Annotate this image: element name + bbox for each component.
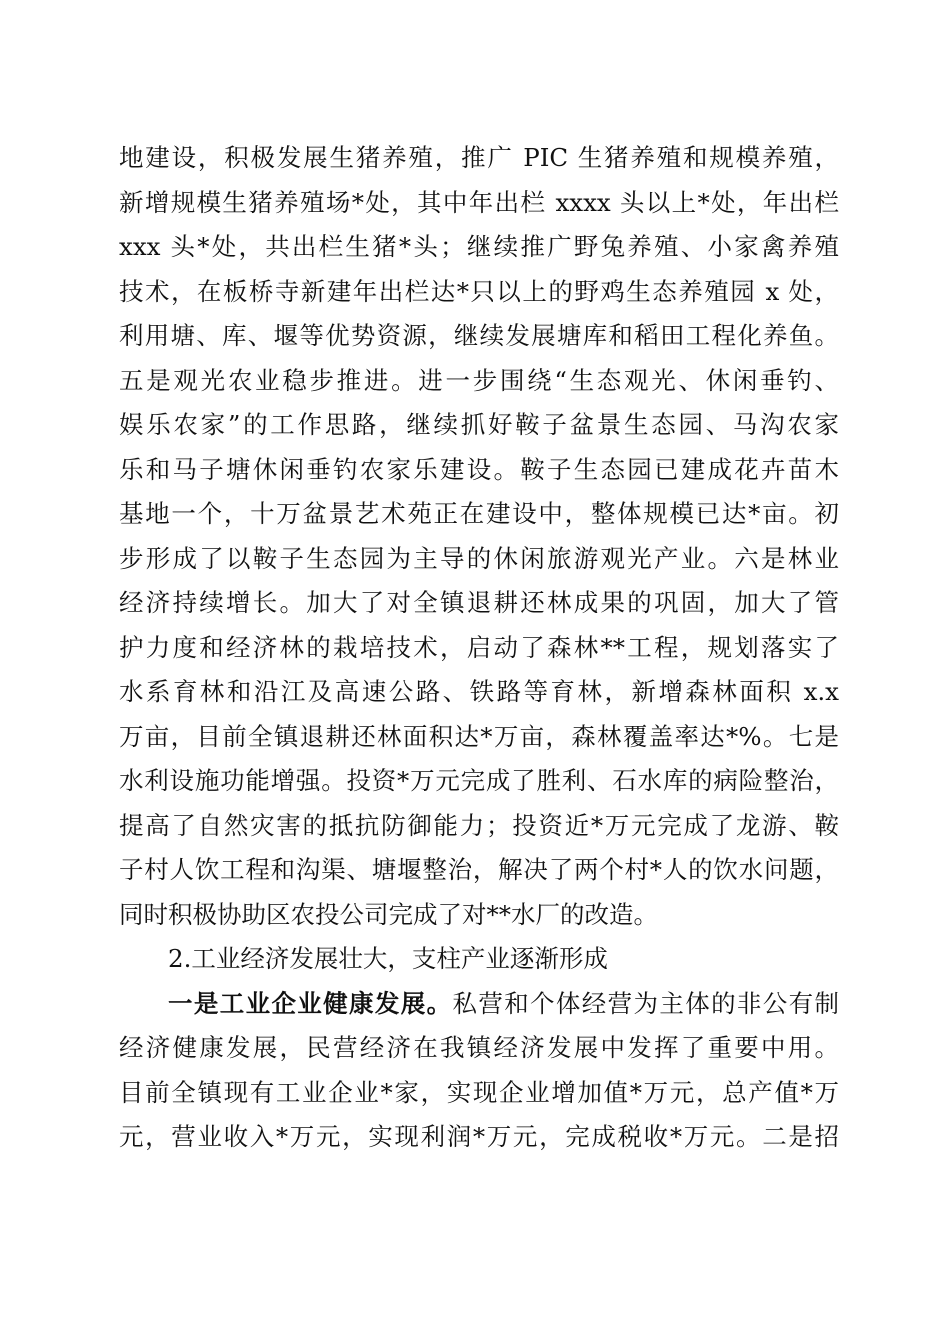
paragraph-agriculture — [119, 136, 839, 937]
text-line: 乐和马子塘休闲垂钓农家乐建设。鞍子生态园已建成花卉苗木 — [119, 454, 839, 484]
document-body — [119, 136, 839, 1160]
text-line: 经济健康发展，民营经济在我镇经济发展中发挥了重要中用。 — [119, 1033, 839, 1062]
text-line: 子村人饮工程和沟渠、塘堰整治，解决了两个村*人的饮水问题， — [119, 855, 839, 884]
text-line: 水利设施功能增强。投资*万元完成了胜利、石水库的病险整治， — [119, 766, 839, 795]
lead-rest-text: 私营和个体经营为主体的非公有制 — [452, 988, 840, 1018]
lead-bold-phrase: 一是工业企业健康发展。 — [168, 988, 453, 1018]
text-line: 技术，在板桥寺新建年出栏达*只以上的野鸡生态养殖园 x 处， — [119, 276, 839, 306]
text-line: 步形成了以鞍子生态园为主导的休闲旅游观光产业。六是林业 — [119, 543, 839, 573]
text-line: 同时积极协助区农投公司完成了对**水厂的改造。 — [119, 899, 658, 929]
text-line: 利用塘、库、堰等优势资源，继续发展塘库和稻田工程化养鱼。 — [119, 321, 839, 350]
text-line-lead — [119, 982, 839, 1027]
text-line: 五是观光农业稳步推进。进一步围绕“生态观光、休闲垂钓、 — [119, 365, 839, 395]
text-line: 目前全镇现有工业企业*家，实现企业增加值*万元，总产值*万 — [119, 1077, 839, 1107]
text-line: 元，营业收入*万元，实现利润*万元，完成税收*万元。二是招 — [119, 1122, 839, 1151]
text-line: 护力度和经济林的栽培技术，启动了森林**工程，规划落实了 — [119, 632, 839, 662]
paragraph-industry — [119, 982, 839, 1160]
text-line: xxx 头*处，共出栏生猪*头；继续推广野兔养殖、小家禽养殖 — [119, 232, 839, 261]
text-line: 经济持续增长。加大了对全镇退耕还林成果的巩固，加大了管 — [119, 588, 839, 617]
text-line: 新增规模生猪养殖场*处，其中年出栏 xxxx 头以上*处，年出栏 — [119, 187, 839, 217]
text-line: 娱乐农家”的工作思路，继续抓好鞍子盆景生态园、马沟农家 — [119, 410, 839, 439]
section-heading: 2.工业经济发展壮大，支柱产业逐渐形成 — [168, 944, 608, 973]
text-line: 水系育林和沿江及高速公路、铁路等育林，新增森林面积 x.x — [119, 677, 839, 706]
text-line: 地建设，积极发展生猪养殖，推广 PIC 生猪养殖和规模养殖， — [119, 143, 839, 172]
text-line: 万亩，目前全镇退耕还林面积达*万亩，森林覆盖率达*%。七是 — [119, 721, 839, 751]
text-line: 提高了自然灾害的抵抗防御能力；投资近*万元完成了龙游、鞍 — [119, 810, 839, 840]
text-line: 基地一个，十万盆景艺术苑正在建设中，整体规模已达*亩。初 — [119, 499, 839, 528]
